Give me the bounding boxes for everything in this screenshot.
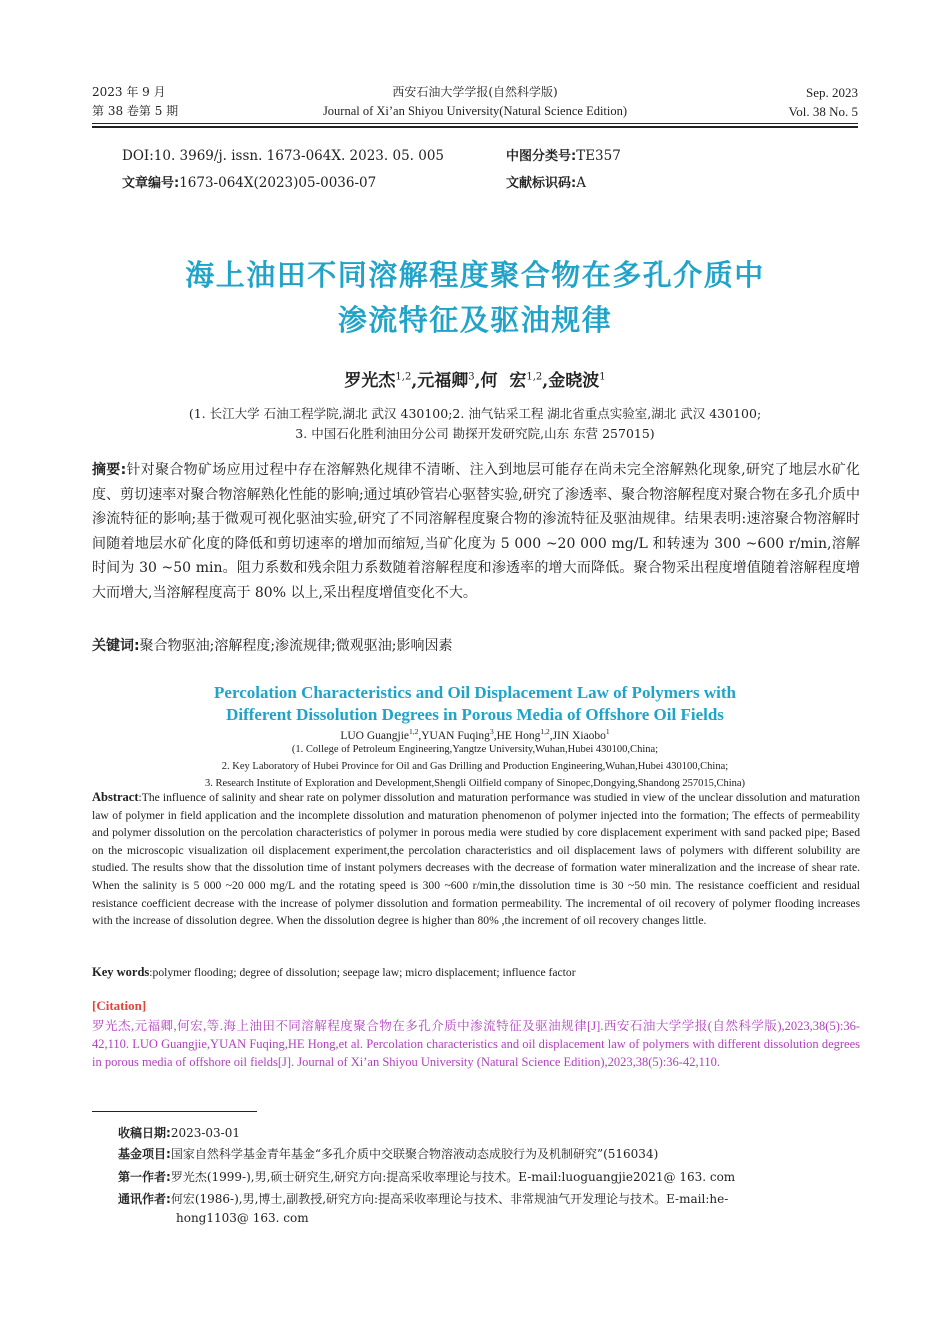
affiliation-cn-line2: 3. 中国石化胜利油田分公司 勘探开发研究院,山东 东营 257015) xyxy=(295,426,655,441)
header-date-cn: 2023 年 9 月 xyxy=(92,85,166,99)
meta-left xyxy=(122,143,444,197)
author-1-cn-sup: 1,2 xyxy=(395,371,412,383)
authors-cn xyxy=(0,366,950,391)
keywords-en-label: Key words xyxy=(92,965,150,979)
first-author-value: 罗光杰(1999-),男,硕士研究生,研究方向:提高采收率理论与技术。E-mail:luoguangjie2021@ 163. com xyxy=(170,1170,736,1184)
article-number xyxy=(122,170,444,197)
author-3-cn: ,何 宏 xyxy=(474,371,527,391)
header-volume-cn: 第 38 卷第 5 期 xyxy=(92,104,179,118)
author-1-cn: 罗光杰 xyxy=(344,371,396,391)
header-rule-top xyxy=(92,123,858,124)
abstract-cn-text: 针对聚合物矿场应用过程中存在溶解熟化规律不清晰、注入到地层可能存在尚未完全溶解熟化现象,研究了地层水矿化度、剪切速率对聚合物溶解熟化性能的影响;通过填砂管岩心驱替实验,研究了渗透率、聚合物溶解程度对聚合物在多孔介质中渗流特征的影响;基于微观可视化驱油实验,研究了不同溶解程度聚合物的渗流特征及驱油规律。结果表明:速溶聚合物溶解时间随着地层水矿化度的降低和剪切速率的增加而缩短,当矿化度为 5 000 ~20 000 mg/L 和转速为 300 ~600 r/min,溶解时间为 30 ~50 min。阻力系数和残余阻力系数随着溶解程度和渗透率的增大而降低。聚合物采出程度增值随着溶解程度增大而增大,当溶解程度高于 80% 以上,采出程度增值变化不大。 xyxy=(92,462,860,601)
keywords-en xyxy=(92,964,860,982)
author-4-cn-sup: 1 xyxy=(599,371,606,383)
title-cn-line1: 海上油田不同溶解程度聚合物在多孔介质中 xyxy=(185,258,765,292)
abstract-en xyxy=(92,789,860,930)
citation-label: [Citation] xyxy=(92,998,147,1013)
document-code xyxy=(506,170,621,197)
author-4-cn: ,金晓波 xyxy=(542,371,600,391)
fund-value: 国家自然科学基金青年基金“多孔介质中交联聚合物溶液动态成胶行为及机制研究”(516034) xyxy=(170,1147,659,1161)
meta-right xyxy=(506,143,621,197)
doi: DOI:10. 3969/j. issn. 1673-064X. 2023. 05. 005 xyxy=(122,148,445,164)
header-rule-bottom xyxy=(92,126,858,128)
abstract-en-text: :The influence of salinity and shear rate on polymer dissolution and maturation performance was studied in view of the unclear dissolution and maturation law of polymer in field application and the incomplete dissolution and maturation phenomenon of polymer injected into the formation; The effects of permeability and polymer dissolution on the percolation characteristics of polymer in porous media were studied by core displacement experiment with sand packed pipe; Based on the microscopic visualization oil displacement experiment,the percolation characteristics and oil displacement laws of polymers with different solubility are studied. The results show that the dissolution time of instant polymers decreases with the decrease of formation water mineralization and the increase of shear rate. When the salinity is 5 000 ~20 000 mg/L and the rotating speed is 300 ~600 r/min,the dissolution time is 30 ~50 min. The resistance coefficient and residual resistance coefficient decrease with the increase of polymer dissolution and formation permeability. The incremental of oil recovery of polymer flooding increases with the increase of dissolution degree. When the dissolution degree is higher than 80% ,the increment of oil recovery changes little. xyxy=(92,791,860,928)
footnote-first-author xyxy=(118,1168,860,1187)
header-date-en: Sep. 2023 xyxy=(806,85,858,100)
keywords-cn-label: 关键词: xyxy=(92,638,140,654)
document-code-label: 文献标识码: xyxy=(506,176,577,191)
abstract-cn xyxy=(92,458,860,605)
header-volume-en: Vol. 38 No. 5 xyxy=(788,104,858,119)
fund-label: 基金项目: xyxy=(118,1147,171,1161)
author-4-en-sup: 1 xyxy=(605,727,610,736)
title-en xyxy=(0,682,950,726)
author-3-cn-sup: 1,2 xyxy=(526,371,543,383)
abstract-en-label: Abstract xyxy=(92,790,139,804)
header-journal-cn: 西安石油大学学报(自然科学版) xyxy=(392,85,558,99)
footnote-rule xyxy=(92,1111,257,1112)
header-journal-en: Journal of Xi’an Shiyou University(Natural Science Edition) xyxy=(322,104,628,118)
article-number-value: 1673-064X(2023)05-0036-07 xyxy=(179,175,377,191)
author-3-en: ,HE Hong xyxy=(493,729,541,742)
running-header-right xyxy=(789,83,858,121)
affiliation-en-line2: 2. Key Laboratory of Hubei Province for Oil and Gas Drilling and Production Engineering,Wuhan,Hubei 430100,China; xyxy=(221,761,729,772)
clc-value: TE357 xyxy=(576,148,621,164)
corresponding-value-line2: hong1103@ 163. com xyxy=(176,1211,309,1225)
keywords-cn xyxy=(92,634,860,659)
author-2-en-sup: 3 xyxy=(489,727,494,736)
author-2-en: ,YUAN Fuqing xyxy=(418,729,490,742)
citation-text[interactable]: 罗光杰,元福卿,何宏,等.海上油田不同溶解程度聚合物在多孔介质中渗流特征及驱油规律[J].西安石油大学学报(自然科学版),2023,38(5):36-42,110. LUO Guangjie,YUAN Fuqing,HE Hong,et al. Percolation characteristics and oil displacement law of polymers with different dissolution degrees in porous media of offshore oil fields[J]. Journal of Xi’an Shiyou University (Natural Science Edition),2023,38(5):36-42,110. xyxy=(92,1019,860,1069)
title-cn-line2: 渗流特征及驱油规律 xyxy=(337,303,613,337)
footnote-fund xyxy=(118,1145,860,1164)
author-4-en: ,JIN Xiaobo xyxy=(549,729,606,742)
received-label: 收稿日期: xyxy=(118,1126,171,1140)
document-code-value: A xyxy=(576,175,586,191)
keywords-en-text: :polymer flooding; degree of dissolution; seepage law; micro displacement; influence factor xyxy=(149,966,576,979)
author-1-en-sup: 1,2 xyxy=(409,727,419,736)
clc-number xyxy=(506,143,621,170)
author-3-en-sup: 1,2 xyxy=(540,727,550,736)
affiliation-en-line3: 3. Research Institute of Exploration and Development,Shengli Oilfield company of Sinopec,Dongying,Shandong 257015,China) xyxy=(204,778,746,789)
title-cn xyxy=(0,253,950,343)
author-2-cn-sup: 3 xyxy=(468,371,475,383)
affiliation-en-line1: (1. College of Petroleum Engineering,Yangtze University,Wuhan,Hubei 430100,China; xyxy=(291,744,659,755)
corresponding-label: 通讯作者: xyxy=(118,1192,171,1206)
affiliations-cn xyxy=(0,404,950,444)
title-en-line2: Different Dissolution Degrees in Porous Media of Offshore Oil Fields xyxy=(226,705,724,724)
abstract-cn-label: 摘要: xyxy=(92,462,127,478)
footnote-corresponding-author xyxy=(118,1190,860,1228)
footnote-received xyxy=(118,1124,860,1143)
first-author-label: 第一作者: xyxy=(118,1170,171,1184)
title-en-line1: Percolation Characteristics and Oil Displacement Law of Polymers with xyxy=(214,683,736,702)
author-1-en: LUO Guangjie xyxy=(340,729,409,742)
article-number-label: 文章编号: xyxy=(122,176,180,191)
clc-label: 中图分类号: xyxy=(506,149,577,164)
received-value: 2023-03-01 xyxy=(170,1126,240,1140)
affiliations-en xyxy=(0,741,950,792)
authors-en xyxy=(0,727,950,742)
corresponding-value-line1: 何宏(1986-),男,博士,副教授,研究方向:提高采收率理论与技术、非常规油气开发理论与技术。E-mail:he- xyxy=(170,1192,729,1206)
keywords-cn-text: 聚合物驱油;溶解程度;渗流规律;微观驱油;影响因素 xyxy=(139,638,453,654)
affiliation-cn-line1: (1. 长江大学 石油工程学院,湖北 武汉 430100;2. 油气钻采工程 湖北省重点实验室,湖北 武汉 430100; xyxy=(188,406,762,421)
author-2-cn: ,元福卿 xyxy=(411,371,469,391)
